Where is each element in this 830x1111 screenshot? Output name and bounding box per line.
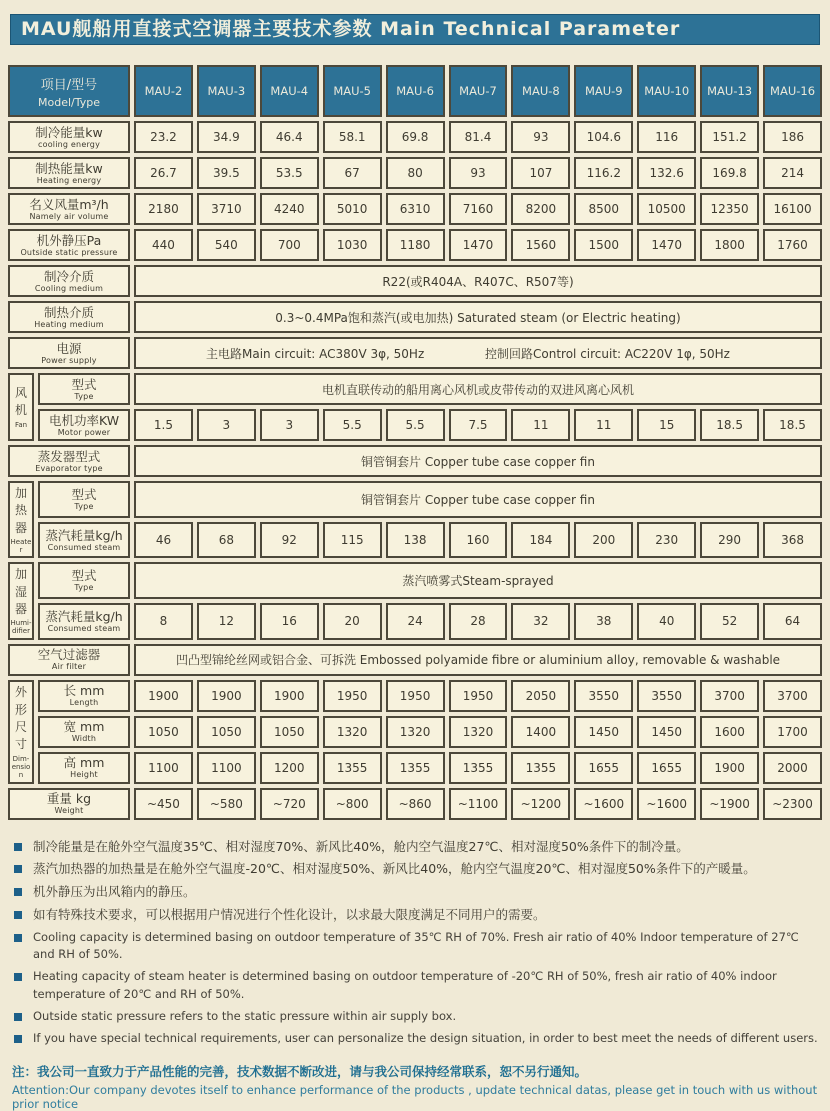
- row-cooling-energy: [8, 121, 822, 153]
- row-static-pressure: [8, 229, 822, 261]
- value-cell: 200: [574, 522, 633, 559]
- value-cell: ~800: [323, 788, 382, 820]
- value-cell: 115: [323, 522, 382, 559]
- notes-section: [12, 838, 818, 1048]
- note-text: 蒸汽加热器的加热量是在舱外空气温度-20℃、相对湿度50%、新风比40%，舱内空气温度20℃、相对湿度50%条件下的产暖量。: [33, 861, 756, 877]
- value-cell: 93: [511, 121, 570, 153]
- model-header: MAU-8: [511, 65, 570, 117]
- note-item-zh: [12, 860, 818, 879]
- row-label-en: Type: [74, 391, 94, 401]
- value-cell: 1355: [449, 752, 508, 784]
- row-heating-energy: [8, 157, 822, 189]
- row-evaporator-type: [8, 445, 822, 477]
- value-cell: 10500: [637, 193, 696, 225]
- value-cell: 38: [574, 603, 633, 640]
- value-cell: 67: [323, 157, 382, 189]
- value-cell: 2000: [763, 752, 822, 784]
- value-cell: 151.2: [700, 121, 759, 153]
- model-header: MAU-4: [260, 65, 319, 117]
- value-cell: 68: [197, 522, 256, 559]
- row-label-zh: 长 mm: [63, 683, 105, 699]
- value-cell: ~1200: [511, 788, 570, 820]
- value-cell: 3550: [637, 680, 696, 712]
- bullet-square-icon: [14, 1035, 22, 1043]
- value-cell: 32: [511, 603, 570, 640]
- value-cell: 1900: [260, 680, 319, 712]
- value-cell: 93: [449, 157, 508, 189]
- value-cell: 20: [323, 603, 382, 640]
- value-cell: 铜管铜套片 Copper tube case copper fin: [134, 481, 822, 518]
- value-cell: 58.1: [323, 121, 382, 153]
- row-label: [8, 193, 130, 225]
- row-label: [8, 301, 130, 333]
- value-cell: 1050: [134, 716, 193, 748]
- row-label: [8, 265, 130, 297]
- row-label-en: Consumed steam: [47, 624, 121, 634]
- value-cell: 3550: [574, 680, 633, 712]
- row-label-zh: 电源: [56, 340, 82, 356]
- value-cell: 8500: [574, 193, 633, 225]
- value-cell: 1900: [134, 680, 193, 712]
- row-label-en: Length: [69, 698, 99, 708]
- row-label-zh: 蒸发器型式: [37, 448, 101, 464]
- row-air-filter: [8, 644, 822, 676]
- row-heater-type: [8, 481, 822, 518]
- model-header: MAU-9: [574, 65, 633, 117]
- row-label: [8, 644, 130, 676]
- value-cell: 80: [386, 157, 445, 189]
- row-label-zh: 制热能量kw: [35, 160, 103, 176]
- value-cell: 8: [134, 603, 193, 640]
- note-item-en: [12, 968, 818, 1004]
- value-cell: 1470: [637, 229, 696, 261]
- model-header: MAU-16: [763, 65, 822, 117]
- value-cell: 28: [449, 603, 508, 640]
- value-cell: 1900: [197, 680, 256, 712]
- value-cell: 1.5: [134, 409, 193, 441]
- value-cell: 92: [260, 522, 319, 559]
- row-label-en: Evaporator type: [35, 463, 103, 473]
- value-cell: 1950: [386, 680, 445, 712]
- value-cell: 132.6: [637, 157, 696, 189]
- bullet-square-icon: [14, 843, 22, 851]
- row-label-en: Type: [74, 583, 94, 593]
- bullet-square-icon: [14, 973, 22, 981]
- note-item-zh: [12, 883, 818, 902]
- corner-label-en: Model/Type: [38, 95, 100, 109]
- value-cell: 1655: [637, 752, 696, 784]
- corner-cell: [8, 65, 130, 117]
- group-label-zh: 风机: [14, 386, 27, 418]
- row-air-volume: [8, 193, 822, 225]
- row-label-en: Namely air volume: [29, 211, 109, 221]
- value-cell: 1355: [511, 752, 570, 784]
- row-label: [8, 337, 130, 369]
- row-label-en: Consumed steam: [47, 542, 121, 552]
- attention-zh: 注：我公司一直致力于产品性能的完善，技术数据不断改进，请与我公司保持经常联系，恕不另行通知。: [12, 1064, 588, 1080]
- model-header: MAU-5: [323, 65, 382, 117]
- group-label-zh: 加热器: [14, 486, 27, 535]
- row-label-zh: 型式: [71, 487, 97, 503]
- bullet-square-icon: [14, 1013, 22, 1021]
- row-label: [38, 481, 130, 518]
- value-cell: [134, 337, 822, 369]
- value-cell: 凹凸型锦纶丝网或铝合金、可拆洗 Embossed polyamide fibre or aluminium alloy, removable & washable: [134, 644, 822, 676]
- row-label-zh: 电机功率KW: [48, 412, 120, 428]
- note-text: Cooling capacity is determined basing on outdoor temperature of 35℃ RH of 70%. Fresh air ratio of 40% Indoor temperature of 27℃ and RH of 50%.: [33, 929, 799, 962]
- value-cell: ~450: [134, 788, 193, 820]
- value-cell: 368: [763, 522, 822, 559]
- value-cell: 1320: [323, 716, 382, 748]
- row-width: [8, 716, 822, 748]
- value-cell: 160: [449, 522, 508, 559]
- row-label-zh: 制热介质: [43, 304, 94, 320]
- value-cell: 40: [637, 603, 696, 640]
- value-cell: 1050: [197, 716, 256, 748]
- model-header: MAU-6: [386, 65, 445, 117]
- value-cell: 1700: [763, 716, 822, 748]
- attention-en: Attention:Our company devotes itself to enhance performance of the products , update technical datas, please get in touch with us without prior notice: [12, 1083, 818, 1111]
- row-label-en: Heating energy: [36, 175, 102, 185]
- group-heater: [8, 481, 34, 558]
- value-cell: 8200: [511, 193, 570, 225]
- value-cell: 7.5: [449, 409, 508, 441]
- value-cell: 16: [260, 603, 319, 640]
- model-header: MAU-7: [449, 65, 508, 117]
- value-cell: 23.2: [134, 121, 193, 153]
- value-cell: 1655: [574, 752, 633, 784]
- value-cell: ~860: [386, 788, 445, 820]
- row-fan-type: [8, 373, 822, 405]
- note-text: 制冷能量是在舱外空气温度35℃、相对湿度70%、新风比40%，舱内空气温度27℃、相对湿度50%条件下的制冷量。: [33, 838, 689, 854]
- value-cell: 2180: [134, 193, 193, 225]
- group-dimension: [8, 680, 34, 784]
- group-fan: [8, 373, 34, 441]
- value-cell: 1900: [700, 752, 759, 784]
- row-weight: [8, 788, 822, 820]
- note-text: Outside static pressure refers to the static pressure within air supply box.: [33, 1008, 457, 1023]
- value-cell: 1450: [574, 716, 633, 748]
- row-label-en: Power supply: [41, 355, 97, 365]
- value-cell: ~580: [197, 788, 256, 820]
- note-text: 机外静压为出风箱内的静压。: [33, 884, 196, 900]
- value-cell: 64: [763, 603, 822, 640]
- value-cell: 52: [700, 603, 759, 640]
- value-cell: 39.5: [197, 157, 256, 189]
- group-label-zh: 外形尺寸: [14, 685, 27, 752]
- value-cell: 5.5: [323, 409, 382, 441]
- value-cell: 81.4: [449, 121, 508, 153]
- note-text: 如有特殊技术要求，可以根据用户情况进行个性化设计，以求最大限度满足不同用户的需要。: [33, 906, 546, 922]
- row-label-en: Motor power: [57, 427, 111, 437]
- row-label-en: Width: [71, 734, 97, 744]
- note-item-en: [12, 1008, 818, 1026]
- row-label: [38, 680, 130, 712]
- row-label-zh: 制冷能量kw: [35, 124, 103, 140]
- row-label: [8, 121, 130, 153]
- value-cell: 1355: [323, 752, 382, 784]
- row-humidifier-steam: [8, 603, 822, 640]
- attention-section: [12, 1062, 818, 1111]
- row-label: [38, 716, 130, 748]
- value-cell: 1600: [700, 716, 759, 748]
- value-cell: 540: [197, 229, 256, 261]
- value-cell: 18.5: [700, 409, 759, 441]
- value-cell: 蒸汽喷雾式Steam-sprayed: [134, 562, 822, 599]
- value-cell: 46: [134, 522, 193, 559]
- value-cell: 4240: [260, 193, 319, 225]
- value-cell: 3700: [763, 680, 822, 712]
- value-cell: ~1600: [574, 788, 633, 820]
- value-cell: 184: [511, 522, 570, 559]
- value-cell: 1100: [134, 752, 193, 784]
- row-label: [8, 229, 130, 261]
- row-humidifier-type: [8, 562, 822, 599]
- row-label-zh: 重量 kg: [46, 791, 92, 807]
- row-label-en: Height: [70, 770, 98, 780]
- value-cell: 3: [197, 409, 256, 441]
- value-cell: 440: [134, 229, 193, 261]
- row-label-zh: 蒸汽耗量kg/h: [45, 609, 123, 625]
- value-cell: 3710: [197, 193, 256, 225]
- note-item-en: [12, 1030, 818, 1048]
- row-label-zh: 型式: [71, 568, 97, 584]
- value-cell: 116: [637, 121, 696, 153]
- value-cell: 铜管铜套片 Copper tube case copper fin: [134, 445, 822, 477]
- value-cell: 12350: [700, 193, 759, 225]
- value-cell: 1760: [763, 229, 822, 261]
- table-header-row: [8, 65, 822, 117]
- bullet-square-icon: [14, 888, 22, 896]
- value-cell: 6310: [386, 193, 445, 225]
- value-cell: 26.7: [134, 157, 193, 189]
- row-cooling-medium: [8, 265, 822, 297]
- value-cell: 3700: [700, 680, 759, 712]
- value-cell: 18.5: [763, 409, 822, 441]
- power-control-circuit: 控制回路Control circuit: AC220V 1φ, 50Hz: [485, 346, 730, 361]
- value-cell: 1050: [260, 716, 319, 748]
- value-cell: 1800: [700, 229, 759, 261]
- note-item-zh: [12, 838, 818, 857]
- group-label-en: Heater: [10, 538, 32, 555]
- note-text: If you have special technical requirements, user can personalize the design situation, in order to best meet the needs of different users.: [33, 1030, 818, 1045]
- value-cell: 16100: [763, 193, 822, 225]
- value-cell: 1400: [511, 716, 570, 748]
- value-cell: 2050: [511, 680, 570, 712]
- group-humidifier: [8, 562, 34, 639]
- value-cell: 1320: [449, 716, 508, 748]
- value-cell: ~1600: [637, 788, 696, 820]
- row-fan-motor-power: [8, 409, 822, 441]
- value-cell: 230: [637, 522, 696, 559]
- row-label-en: cooling energy: [38, 139, 100, 149]
- bullet-square-icon: [14, 911, 22, 919]
- value-cell: 700: [260, 229, 319, 261]
- row-length: [8, 680, 822, 712]
- value-cell: 7160: [449, 193, 508, 225]
- row-label: [38, 603, 130, 640]
- value-cell: 1180: [386, 229, 445, 261]
- value-cell: ~720: [260, 788, 319, 820]
- group-label-en: Humi-difier: [10, 619, 32, 636]
- row-label-en: Air filter: [51, 662, 87, 672]
- value-cell: 116.2: [574, 157, 633, 189]
- value-cell: 138: [386, 522, 445, 559]
- model-header: MAU-13: [700, 65, 759, 117]
- bullet-square-icon: [14, 865, 22, 873]
- value-cell: 107: [511, 157, 570, 189]
- group-label-zh: 加湿器: [14, 567, 27, 617]
- note-item-en: [12, 929, 818, 965]
- row-heating-medium: [8, 301, 822, 333]
- value-cell: 1500: [574, 229, 633, 261]
- row-heater-steam: [8, 522, 822, 559]
- model-header: MAU-2: [134, 65, 193, 117]
- value-cell: 11: [511, 409, 570, 441]
- value-cell: 1355: [386, 752, 445, 784]
- row-label-en: Cooling medium: [34, 283, 104, 293]
- value-cell: 1200: [260, 752, 319, 784]
- value-cell: 5.5: [386, 409, 445, 441]
- value-cell: 24: [386, 603, 445, 640]
- value-cell: 214: [763, 157, 822, 189]
- row-label: [38, 562, 130, 599]
- row-label: [38, 373, 130, 405]
- bullet-square-icon: [14, 934, 22, 942]
- value-cell: 1950: [449, 680, 508, 712]
- value-cell: 53.5: [260, 157, 319, 189]
- group-label-en: Dim-ension: [11, 754, 31, 779]
- group-label-en: Fan: [14, 420, 28, 429]
- value-cell: 104.6: [574, 121, 633, 153]
- row-label: [38, 752, 130, 784]
- value-cell: 169.8: [700, 157, 759, 189]
- value-cell: R22(或R404A、R407C、R507等): [134, 265, 822, 297]
- value-cell: 69.8: [386, 121, 445, 153]
- corner-label-zh: 项目/型号: [40, 77, 98, 93]
- value-cell: 1450: [637, 716, 696, 748]
- row-label: [38, 409, 130, 441]
- power-main-circuit: 主电路Main circuit: AC380V 3φ, 50Hz: [206, 346, 425, 361]
- value-cell: 1030: [323, 229, 382, 261]
- row-label-en: Heating medium: [34, 319, 104, 329]
- row-label: [8, 157, 130, 189]
- row-label-zh: 制冷介质: [43, 268, 94, 284]
- value-cell: 186: [763, 121, 822, 153]
- value-cell: 34.9: [197, 121, 256, 153]
- value-cell: 46.4: [260, 121, 319, 153]
- row-height: [8, 752, 822, 784]
- value-cell: 11: [574, 409, 633, 441]
- value-cell: 0.3~0.4MPa饱和蒸汽(或电加热) Saturated steam (or Electric heating): [134, 301, 822, 333]
- row-label-zh: 机外静压Pa: [36, 232, 102, 248]
- row-label-zh: 宽 mm: [63, 719, 105, 735]
- value-cell: ~1900: [700, 788, 759, 820]
- value-cell: 5010: [323, 193, 382, 225]
- note-text: Heating capacity of steam heater is determined basing on outdoor temperature of -20℃ RH of 50%, fresh air ratio of 40% indoor temperature of 20℃ and RH of 50%.: [33, 969, 777, 1001]
- value-cell: 1320: [386, 716, 445, 748]
- value-cell: 290: [700, 522, 759, 559]
- value-cell: 15: [637, 409, 696, 441]
- row-label-en: Outside static pressure: [20, 247, 118, 257]
- row-label-zh: 名义风量m³/h: [29, 196, 109, 212]
- row-label-zh: 空气过滤器: [37, 647, 101, 663]
- value-cell: 1950: [323, 680, 382, 712]
- value-cell: 12: [197, 603, 256, 640]
- value-cell: 1100: [197, 752, 256, 784]
- value-cell: 1470: [449, 229, 508, 261]
- model-header: MAU-3: [197, 65, 256, 117]
- row-label-en: Weight: [54, 806, 84, 816]
- row-label: [8, 788, 130, 820]
- value-cell: 1560: [511, 229, 570, 261]
- row-label: [8, 445, 130, 477]
- model-header: MAU-10: [637, 65, 696, 117]
- row-label-zh: 蒸汽耗量kg/h: [45, 527, 123, 543]
- page-title: MAU舰船用直接式空调器主要技术参数 Main Technical Parameter: [10, 14, 820, 45]
- row-label: [38, 522, 130, 559]
- row-label-zh: 型式: [71, 376, 97, 392]
- value-cell: ~2300: [763, 788, 822, 820]
- value-cell: 电机直联传动的船用离心风机或皮带传动的双进风离心风机: [134, 373, 822, 405]
- value-cell: ~1100: [449, 788, 508, 820]
- row-label-zh: 高 mm: [63, 755, 105, 771]
- value-cell: 3: [260, 409, 319, 441]
- note-item-zh: [12, 906, 818, 925]
- spec-table: [4, 61, 826, 824]
- row-label-en: Type: [74, 502, 94, 512]
- row-power-supply: [8, 337, 822, 369]
